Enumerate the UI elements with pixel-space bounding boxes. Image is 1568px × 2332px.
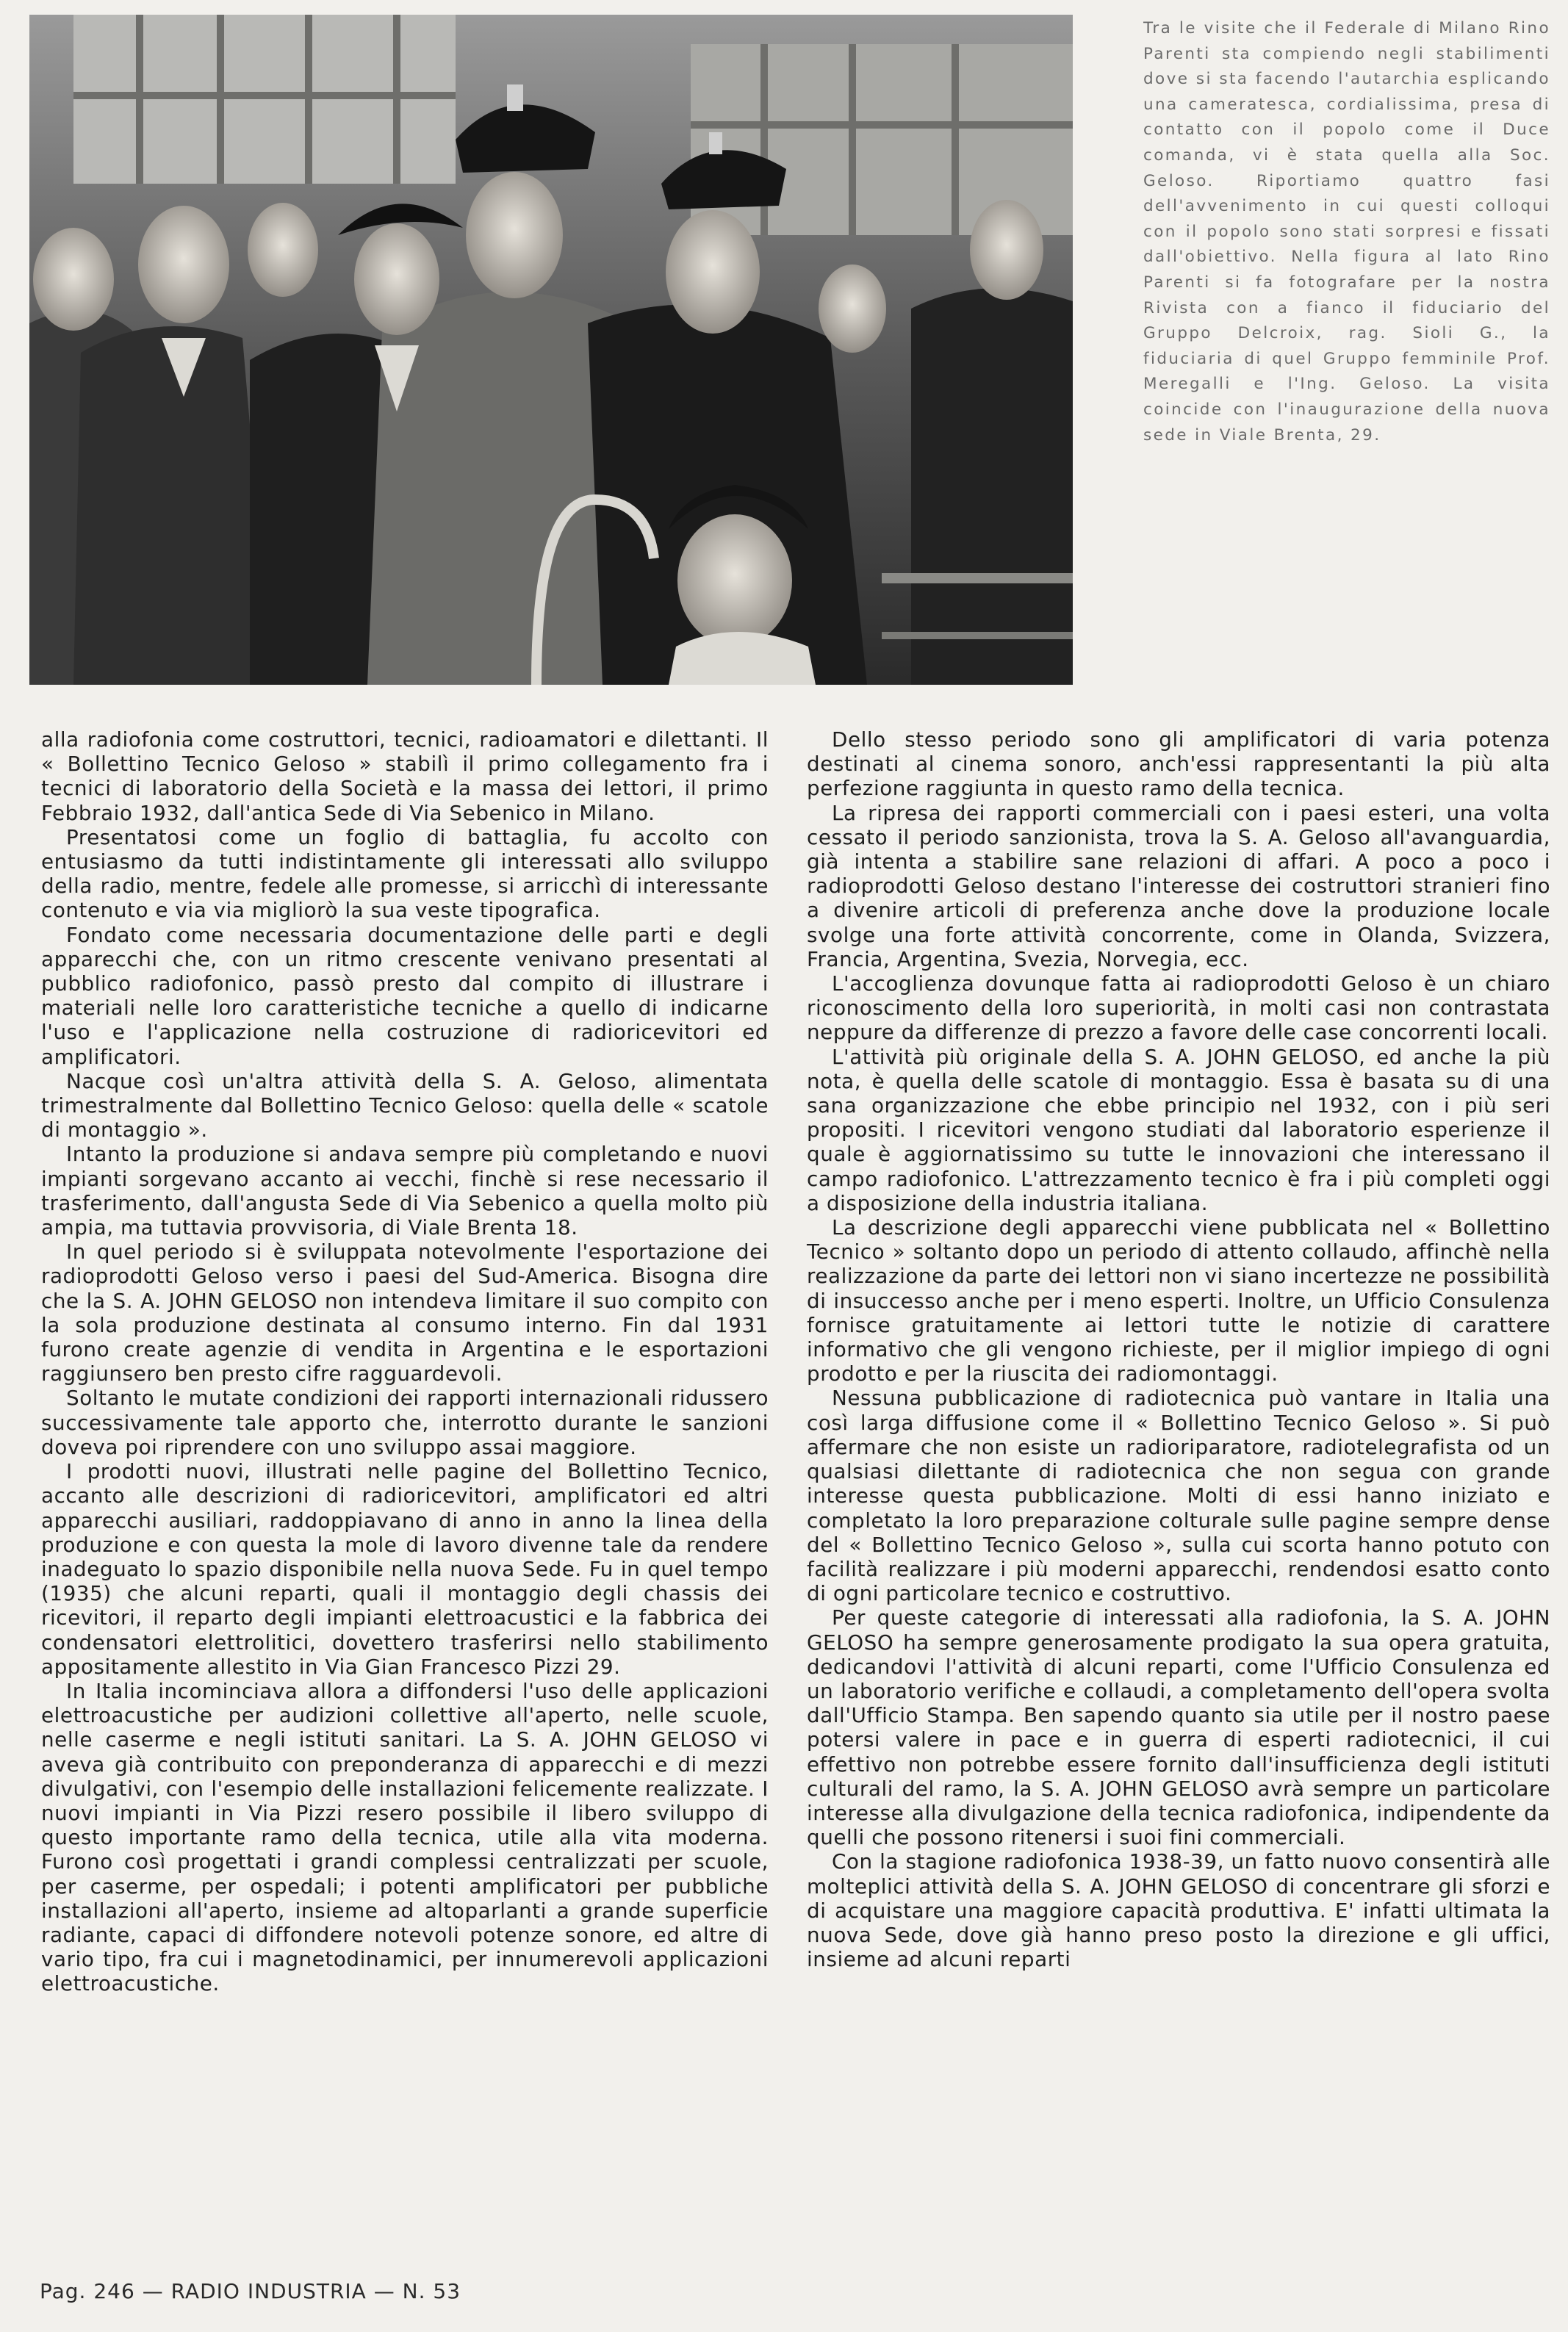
- left-paragraph-8: I prodotti nuovi, illustrati nelle pagine del Bollettino Tecnico, accanto alle descrizioni di radioricevitori, amplificatori ed altri apparecchi ausiliari, raddoppiavano di anno in anno la linea della produzione e con questa la mole di lavoro divenne tale da rendere inadeguato lo spazio disponibile nella nuova Sede. Fu in quel tempo (1935) che alcuni reparti, quali il montaggio degli chassis dei ricevitori, il reparto degli impianti elettroacustici e la fabbrica dei condensatori elettrolitici, dovettero trasferirsi nello stabilimento appositamente allestito in Via Gian Francesco Pizzi 29.: [41, 1459, 769, 1679]
- page-footer: Pag. 246 — RADIO INDUSTRIA — N. 53: [40, 2279, 461, 2303]
- left-paragraph-3: Fondato come necessaria documentazione delle parti e degli apparecchi che, con un ritmo crescente venivano presentati al pubblico radiofonico, passò presto dal compito di illustrare i materiali nelle loro caratteristiche tecniche a quello di indicarne l'uso e l'applicazione nella costruzione di radioricevitori ed amplificatori.: [41, 922, 769, 1069]
- photograph: [29, 15, 1073, 685]
- right-paragraph-2: La ripresa dei rapporti commerciali con i paesi esteri, una volta cessato il periodo sanzionista, trova la S. A. Geloso all'avanguardia, già intenta a stabilire sane relazioni di affari. A poco a poco i radioprodotti Geloso destano l'interesse dei costruttori stranieri fino a divenire articoli di preferenza anche dove la produzione locale svolge una forte attività concorrente, come in Olanda, Svizzera, Francia, Argentina, Svezia, Norvegia, ecc.: [807, 800, 1550, 971]
- caption-text: Tra le visite che il Federale di Milano Rino Parenti sta compiendo negli stabilimenti dove si sta facendo l'autarchia esplicando una cameratesca, cordialissima, presa di contatto con il popolo come il Duce comanda, vi è stata quella alla Soc. Geloso. Riportiamo quattro fasi dell'avvenimento in cui questi colloqui con il popolo sono stati sorpresi e fissati dall'obiettivo. Nella figura al lato Rino Parenti si fa fotografare per la nostra Rivista con a fianco il fiduciario del Gruppo Delcroix, rag. Sioli G., la fiduciaria di quel Gruppo femminile Prof. Meregalli e l'Ing. Geloso. La visita coincide con l'inaugurazione della nuova sede in Viale Brenta, 29.: [1143, 19, 1550, 445]
- left-paragraph-6: In quel periodo si è sviluppata notevolmente l'esportazione dei radioprodotti Geloso verso i paesi del Sud-America. Bisogna dire che la S. A. JOHN GELOSO non intendeva limitare il suo compito con la sola produzione destinata al consumo interno. Fin dal 1931 furono create agenzie di vendita in Argentina e le esportazioni raggiunsero ben presto cifre ragguardevoli.: [41, 1239, 769, 1386]
- right-paragraph-3: L'accoglienza dovunque fatta ai radioprodotti Geloso è un chiaro riconoscimento della loro superiorità, in molti casi non contrastata neppure da differenze di prezzo a favore delle case concorrenti locali.: [807, 971, 1550, 1045]
- photo-caption: [1143, 16, 1550, 516]
- left-paragraph-4: Nacque così un'altra attività della S. A. Geloso, alimentata trimestralmente dal Bollettino Tecnico Geloso: quella delle « scatole di montaggio ».: [41, 1068, 769, 1142]
- right-paragraph-7: Per queste categorie di interessati alla radiofonia, la S. A. JOHN GELOSO ha sempre generosamente prodigato la sua opera gratuita, dedicandovi l'attività di alcuni reparti, come l'Ufficio Consulenza ed un laboratorio verifiche e collaudi, a completamento dell'opera svolta dall'Ufficio Stampa. Ben sapendo quanto sia utile per il nostro paese potersi valere in pace e in guerra di esperti radiotecnici, il cui effettivo non potrebbe essere fornito dall'insufficienza degli istituti culturali del ramo, la S. A. JOHN GELOSO avrà sempre un particolare interesse alla divulgazione della tecnica radiofonica, indipendente da quelli che possono ritenersi i suoi fini commerciali.: [807, 1605, 1550, 1850]
- left-paragraph-7: Soltanto le mutate condizioni dei rapporti internazionali ridussero successivamente tale apporto che, interrotto durante le sanzioni doveva poi riprendere con uno sviluppo assai maggiore.: [41, 1386, 769, 1459]
- right-paragraph-1: Dello stesso periodo sono gli amplificatori di varia potenza destinati al cinema sonoro, anch'essi rappresentanti la più alta perfezione raggiunta in questo ramo della tecnica.: [807, 727, 1550, 801]
- article-column-left: [41, 727, 769, 1996]
- group-photo-illustration: [29, 15, 1073, 685]
- left-paragraph-2: Presentatosi come un foglio di battaglia, fu accolto con entusiasmo da tutti indistintamente gli interessati allo sviluppo della radio, mentre, fedele alle promesse, si arricchì di interessante contenuto e via via migliorò la sua veste tipografica.: [41, 824, 769, 923]
- right-paragraph-4: L'attività più originale della S. A. JOHN GELOSO, ed anche la più nota, è quella delle scatole di montaggio. Essa è basata su di una sana organizzazione che ebbe principio nel 1932, con i più seri propositi. I ricevitori vengono studiati dal laboratorio esperienze il quale è aggiornatissimo su tutte le innovazioni che interessano il campo radiofonico. L'attrezzamento tecnico è fra i più completi oggi a disposizione della industria italiana.: [807, 1044, 1550, 1215]
- left-paragraph-1: alla radiofonia come costruttori, tecnici, radioamatori e dilettanti. Il « Bollettino Tecnico Geloso » stabilì il primo collegamento fra i tecnici di laboratorio della Società e la massa dei lettori, il primo Febbraio 1932, dall'antica Sede di Via Sebenico in Milano.: [41, 727, 769, 825]
- left-paragraph-5: Intanto la produzione si andava sempre più completando e nuovi impianti sorgevano accanto ai vecchi, finchè si rese necessario il trasferimento, dall'angusta Sede di Via Sebenico a quella molto più ampia, ma tuttavia provvisoria, di Viale Brenta 18.: [41, 1142, 769, 1240]
- right-paragraph-8: Con la stagione radiofonica 1938-39, un fatto nuovo consentirà alle molteplici attività della S. A. JOHN GELOSO di concentrare gli sforzi e di acquistare una maggiore capacità produttiva. E' infatti ultimata la nuova Sede, dove già hanno preso posto la direzione e gli uffici, insieme ad alcuni reparti: [807, 1849, 1550, 1972]
- left-paragraph-9: In Italia incominciava allora a diffondersi l'uso delle applicazioni elettroacustiche per audizioni collettive all'aperto, nelle scuole, nelle caserme e negli istituti sanitari. La S. A. JOHN GELOSO vi aveva già contribuito con preponderanza di apparecchi e di mezzi divulgativi, con l'esempio delle installazioni felicemente realizzate. I nuovi impianti in Via Pizzi resero possibile il libero sviluppo di questo importante ramo della tecnica, utile alla vita moderna. Furono così progettati i grandi complessi centralizzati per scuole, per caserme, per ospedali; i potenti amplificatori per pubbliche installazioni all'aperto, insieme ad altoparlanti a grande superficie radiante, capaci di diffondere notevoli potenze sonore, ed altre di vario tipo, fra cui i magnetodinamici, per innumerevoli applicazioni elettroacustiche.: [41, 1678, 769, 1996]
- article-column-right: [807, 727, 1550, 1971]
- right-paragraph-5: La descrizione degli apparecchi viene pubblicata nel « Bollettino Tecnico » soltanto dopo un periodo di attento collaudo, affinchè nella realizzazione da parte dei lettori non vi siano incertezze ne possibilità di insuccesso anche per i meno esperti. Inoltre, un Ufficio Consulenza fornisce gratuitamente ai lettori tutte le notizie di carattere informativo che gli vengono richieste, per il miglior impiego di ogni prodotto e per la riuscita dei radiomontaggi.: [807, 1215, 1550, 1386]
- right-paragraph-6: Nessuna pubblicazione di radiotecnica può vantare in Italia una così larga diffusione come il « Bollettino Tecnico Geloso ». Si può affermare che non esiste un radioriparatore, radiotelegrafista od un qualsiasi dilettante di radiotecnica che non segua con grande interesse questa pubblicazione. Molti di essi hanno iniziato e completato la loro preparazione colturale sulle pagine sempre dense del « Bollettino Tecnico Geloso », sulla cui scorta hanno potuto con facilità realizzare i più moderni apparecchi, rendendosi esatto conto di ogni particolare tecnico e costruttivo.: [807, 1386, 1550, 1606]
